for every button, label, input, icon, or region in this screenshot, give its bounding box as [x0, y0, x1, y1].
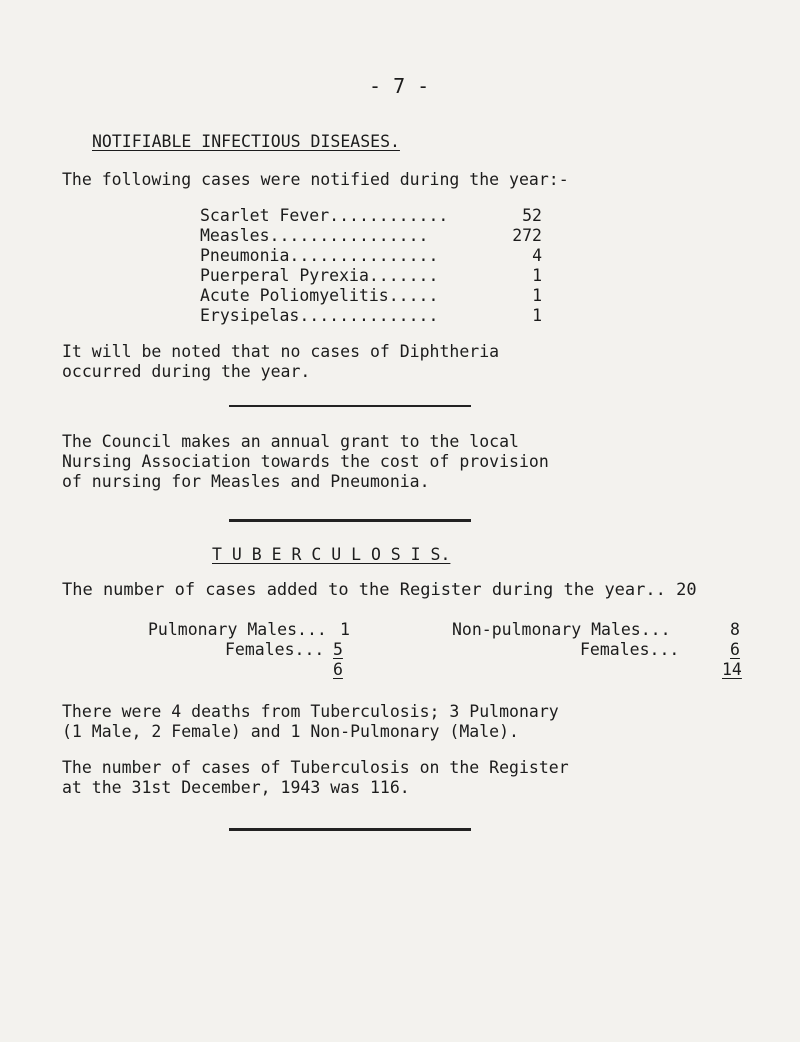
register-end-line: at the 31st December, 1943 was 116. [62, 778, 410, 797]
pulmonary-females-value: 5 [333, 640, 343, 659]
disease-row-value: 52 [522, 206, 542, 225]
disease-row-value: 1 [532, 266, 542, 285]
disease-row-label: Puerperal Pyrexia....... [200, 266, 439, 285]
nonpulmonary-females-value: 6 [730, 640, 740, 659]
disease-row-value: 1 [532, 286, 542, 305]
disease-row-value: 1 [532, 306, 542, 325]
diphtheria-note-line: It will be noted that no cases of Diphtheria [62, 342, 500, 361]
nonpulmonary-males-value: 8 [730, 620, 740, 639]
diphtheria-note-line: occurred during the year. [62, 362, 311, 381]
tuberculosis-heading: T U B E R C U L O S I S. [212, 545, 451, 564]
disease-row-label: Scarlet Fever............ [200, 206, 449, 225]
council-line: of nursing for Measles and Pneumonia. [62, 472, 430, 491]
disease-row-value: 272 [512, 226, 542, 245]
nonpulmonary-females-label: Females... [580, 640, 680, 659]
disease-row-label: Pneumonia............... [200, 246, 439, 265]
section-divider [229, 828, 471, 831]
deaths-line: There were 4 deaths from Tuberculosis; 3 Pulmonary [62, 702, 559, 721]
council-line: Nursing Association towards the cost of provision [62, 452, 549, 471]
pulmonary-males-label: Pulmonary Males... [148, 620, 327, 639]
section-divider [229, 519, 471, 522]
nonpulmonary-total: 14 [722, 660, 742, 679]
deaths-line: (1 Male, 2 Female) and 1 Non-Pulmonary (Male). [62, 722, 519, 741]
council-line: The Council makes an annual grant to the local [62, 432, 519, 451]
nonpulmonary-males-label: Non-pulmonary Males... [452, 620, 671, 639]
notifiable-intro: The following cases were notified during the year:- [62, 170, 569, 189]
page-number: - 7 - [369, 74, 430, 98]
register-end-line: The number of cases of Tuberculosis on the Register [62, 758, 569, 777]
register-added-line: The number of cases added to the Register during the year.. 20 [62, 580, 697, 600]
notifiable-heading: NOTIFIABLE INFECTIOUS DISEASES. [92, 132, 400, 151]
section-divider [229, 405, 471, 407]
disease-row-value: 4 [532, 246, 542, 265]
disease-row-label: Acute Poliomyelitis..... [200, 286, 439, 305]
pulmonary-females-label: Females... [225, 640, 325, 659]
disease-row-label: Erysipelas.............. [200, 306, 439, 325]
disease-row-label: Measles................ [200, 226, 429, 245]
pulmonary-total: 6 [333, 660, 343, 679]
pulmonary-males-value: 1 [340, 620, 350, 639]
